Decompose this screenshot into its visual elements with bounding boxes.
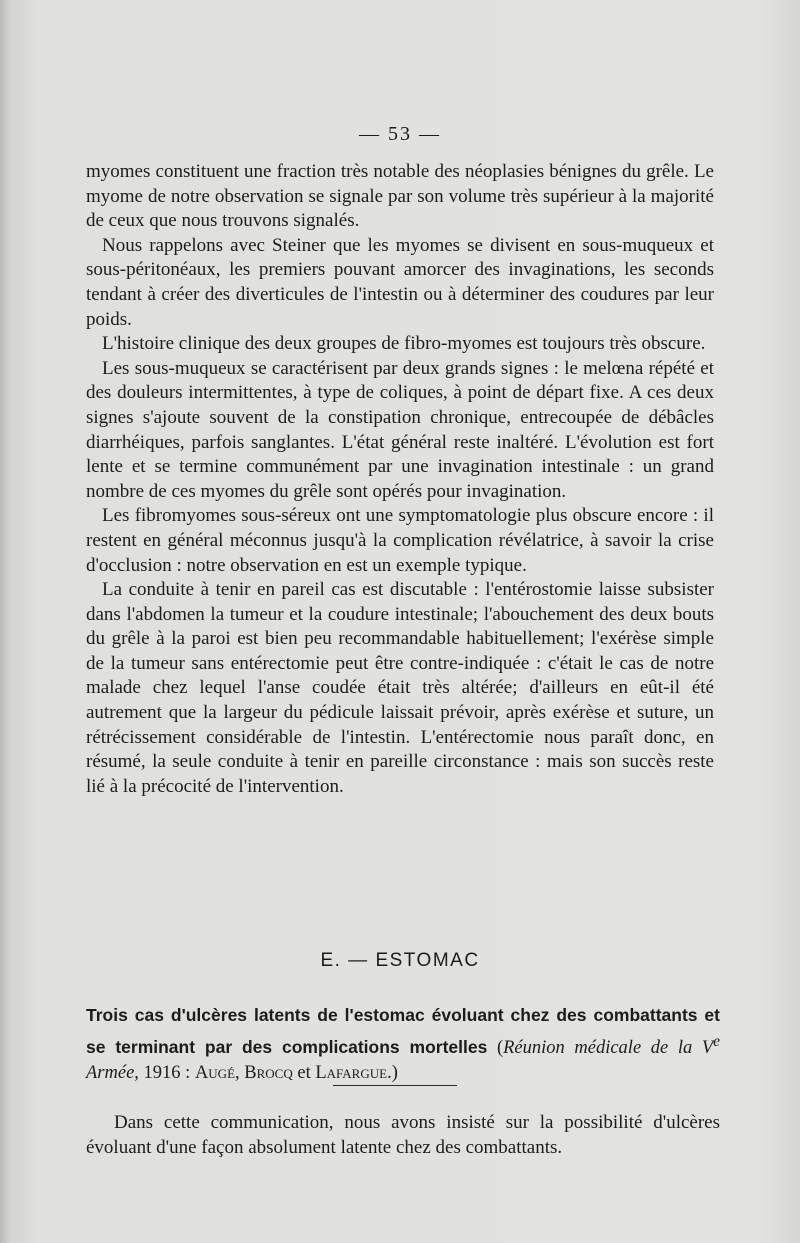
source-open: ( (487, 1038, 504, 1059)
source-year: , 1916 : (134, 1063, 195, 1084)
author-auge: Augé (194, 1063, 236, 1084)
paragraph: Les sous-muqueux se caractérisent par deux grands signes : le melœna répété et des douleurs intermittentes, à type de coliques, à point de départ fixe. A ces deux signes s'ajoute souvent de la constipation chronique, entrecoupée de débâcles diarrhéiques, parfois sanglantes. L'état général reste inaltéré. L'évolution est fort lente et se termine communément par une invagination intestinale : un grand nombre de ces myomes du grêle sont opérés pour invagination. (86, 357, 714, 502)
page-number: — 53 — (359, 123, 441, 145)
source-close: .) (387, 1063, 398, 1084)
source-journal: Réunion médicale de la V (503, 1038, 714, 1059)
separator-rule (333, 1085, 457, 1086)
article-reference (86, 1003, 720, 1086)
article-title: Trois cas d'ulcères latents de l'estomac évoluant chez des combattants et se terminant par des complications mortelles (86, 1005, 720, 1058)
abstract-paragraph: Dans cette communication, nous avons insisté sur la possibilité d'ulcères évoluant d'une façon absolument latente chez des combattants. (86, 1112, 720, 1158)
abstract (86, 1111, 720, 1160)
author-separator: et (292, 1063, 316, 1084)
author-brocq: Brocq (244, 1063, 293, 1084)
paragraph: Nous rappelons avec Steiner que les myomes se divisent en sous-muqueux et sous-péritonéaux, les premiers pouvant amorcer des invaginations, les seconds tendant à créer des diverticules de l'intestin ou à déterminer des coudures par leur poids. (86, 234, 714, 330)
body-text (86, 160, 714, 799)
author-lafargue: Lafargue (315, 1063, 388, 1084)
paragraph: La conduite à tenir en pareil cas est discutable : l'entérostomie laisse subsister dans l'abdomen la tumeur et la coudure intestinale; l'abouchement des deux bouts du grêle à la paroi est bien peu recommandable habituellement; l'exérèse simple de la tumeur sans entérectomie peut être contre-indiquée : c'était le cas de notre malade chez lequel l'anse coudée était très altérée; d'ailleurs en eût-il été autrement que la largeur du pédicule laissait prévoir, après exérèse et suture, un rétrécissement considérable de l'intestin. L'entérectomie nous paraît donc, en résumé, la seule conduite à tenir en pareille circonstance : mais son succès reste lié à la précocité de l'intervention. (86, 579, 714, 797)
section-heading: E. — ESTOMAC (320, 950, 480, 971)
paragraph: L'histoire clinique des deux groupes de fibro-myomes est toujours très obscure. (102, 333, 706, 355)
source-superscript: e (713, 1033, 720, 1050)
author-separator: , (235, 1063, 245, 1084)
paragraph: Les fibromyomes sous-séreux ont une symptomatologie plus obscure encore : il restent en général méconnus jusqu'à la complication révélatrice, à savoir la crise d'occlusion : notre observation en est un exemple typique. (86, 505, 714, 576)
source-army: Armée (86, 1063, 135, 1084)
paragraph: myomes constituent une fraction très notable des néoplasies bénignes du grêle. Le myome de notre observation se signale par son volume très supérieur à la majorité de ceux que nous trouvons signalés. (86, 161, 714, 232)
